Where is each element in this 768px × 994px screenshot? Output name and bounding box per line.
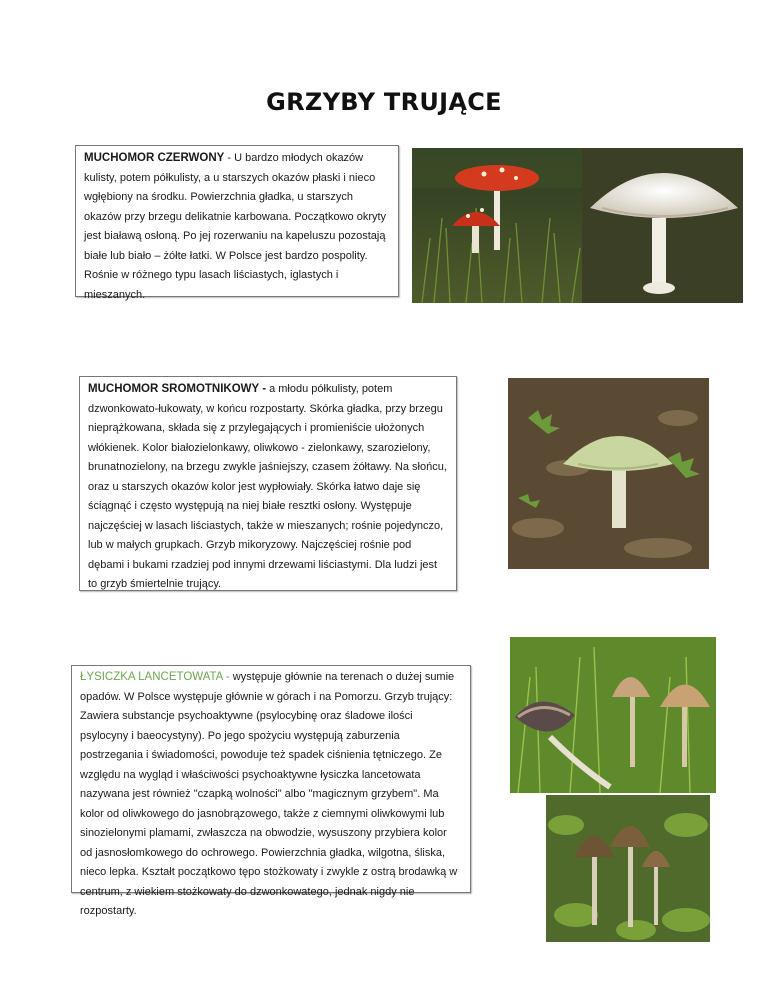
liberty-cap-heading: ŁYSICZKA LANCETOWATA - — [80, 671, 230, 683]
death-cap-photo — [508, 378, 709, 569]
death-cap-description — [79, 376, 457, 591]
page-title: GRZYBY TRUJĄCE — [266, 88, 502, 116]
fly-agaric-photo — [412, 148, 743, 303]
death-cap-heading: MUCHOMOR SROMOTNIKOWY - — [88, 383, 267, 395]
liberty-cap-text: występuje głównie na terenach o dużej sumie opadów. W Polsce występuje głównie w górach i na Pomorzu. Grzyb trujący: Zawiera substancje psychoaktywne (psylocybinę oraz śladowe ilości psylocyny i baeocystyny). Po jego spożyciu występują zaburzenia postrzegania i świadomości, powoduje też spadek ciśnienia tętniczego. Ze względu na wygląd i właściwości psychoaktywne łysiczka lancetowata nazywana jest również "czapką wolności" albo "magicznym grzybem". Ma kolor od oliwkowego do jasnobrązowego, także z ciemnymi oliwkowymi lub sinozielonymi plamami, zwłaszcza na obwodzie, wysuszony przybiera kolor od jasnosłomkowego do ochrowego. Powierzchnia gładka, wilgotna, śliska, nieco lepka. Kształt początkowo tępo stożkowaty i zwykle z ostrą brodawką w centrum, z wiekiem stożkowaty do dzwonkowatego, jednak nigdy nie rozpostarty. — [80, 671, 458, 917]
death-cap-text: a młodu półkulisty, potem dzwonkowato-łukowaty, w końcu rozpostarty. Skórka gładka, przy brzegu nieprążkowana, składa się z przylegających i promieniście ułożonych włókienek. Kolor białozielonkawy, oliwkowo - zielonkawy, szarozielony, brunatnozielony, na brzegu zwykle jaśniejszy, czasem żółtawy. Na słońcu, oraz u starszych okazów kolor jest wypłowiały. Skórka łatwo daje się ściągnąć i często występują na niej białe resztki osłony. Występuje najczęściej w lasach liściastych, także w mieszanych; rośnie pojedynczo, lub w małych grupkach. Grzyb mikoryzowy. Najczęściej rośnie pod dębami i bukami rzadziej pod innymi drzewami liściastymi. Dla ludzi jest to grzyb śmiertelnie trujący. — [88, 383, 447, 590]
fly-agaric-description — [75, 145, 399, 301]
fly-agaric-text: - U bardzo młodych okazów kulisty, potem półkulisty, a u starszych okazów płaski i nieco wgłębiony na środku. Powierzchnia gładka, u starszych okazów przy brzegu delikatnie karbowana. Początkowo okryty jest białawą osłoną. Po jej rozerwaniu na kapeluszu pozostają białe lub biało – żółte łatki. W Polsce jest bardzo pospolity. Rośnie w różnego typu lasach liściastych, iglastych i mieszanych. — [84, 152, 387, 301]
liberty-cap-photo-1 — [510, 637, 716, 793]
fly-agaric-heading: MUCHOMOR CZERWONY — [84, 152, 225, 164]
liberty-cap-description — [71, 665, 471, 917]
liberty-cap-photo-2 — [546, 795, 710, 942]
